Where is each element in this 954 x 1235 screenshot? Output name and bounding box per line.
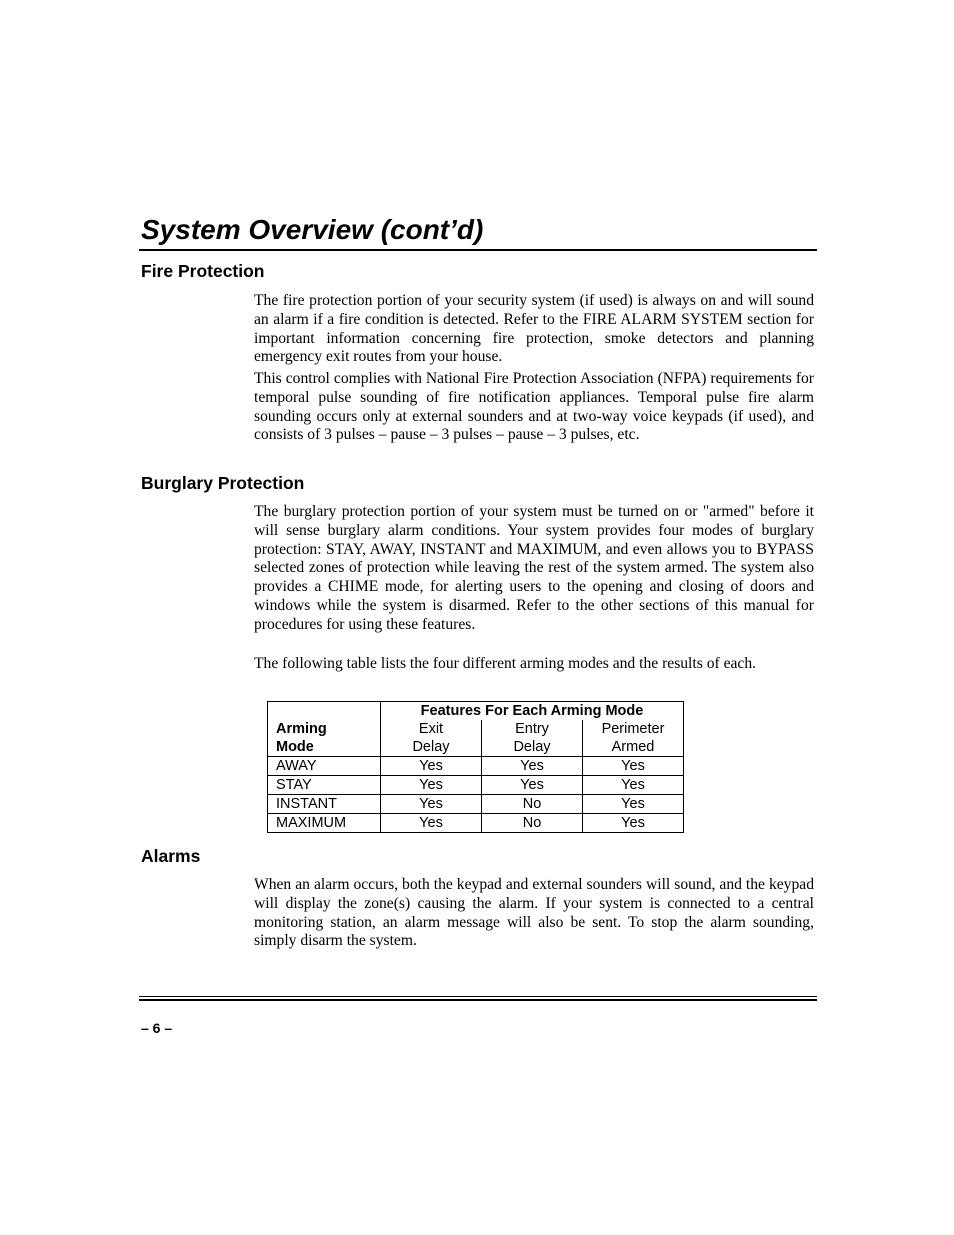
burglary-protection-paragraph-2: The following table lists the four different arming modes and the results of each. (254, 655, 757, 672)
page-title: System Overview (cont’d) (141, 214, 484, 245)
mode-header-spacer (268, 702, 381, 721)
table-cell: Yes (381, 814, 482, 833)
column-header-line1: Perimeter (583, 720, 684, 738)
arming-modes-table (267, 701, 684, 833)
table-cell-mode: STAY (268, 776, 381, 795)
footer-rule (139, 996, 817, 997)
table-cell: Yes (583, 757, 684, 776)
table-row (268, 795, 684, 814)
footer-rule (139, 999, 817, 1001)
table-row (268, 757, 684, 776)
mode-header-line2: Mode (268, 738, 381, 757)
table-cell: Yes (482, 757, 583, 776)
column-header-line2: Armed (583, 738, 684, 757)
table-cell: Yes (381, 795, 482, 814)
title-rule (139, 249, 817, 251)
burglary-protection-paragraph-1: The burglary protection portion of your system must be turned on or "armed" before it will sense burglary alarm conditions. Your system provides four modes of burglary protection: STAY, AWAY, INSTANT and MAXIMUM, and even allows you to BYPASS selected zones of protection while leaving the rest of the system armed. The system also provides a CHIME mode, for alerting users to the opening and closing of doors and windows while the system is disarmed. Refer to the other sections of this manual for procedures for using these features. (254, 503, 814, 633)
table-cell-mode: INSTANT (268, 795, 381, 814)
table-cell: Yes (381, 757, 482, 776)
mode-header-line1: Arming (268, 720, 381, 738)
table-group-header: Features For Each Arming Mode (381, 702, 684, 721)
column-header-line1: Entry (482, 720, 583, 738)
table-header-row (268, 720, 684, 738)
alarms-heading: Alarms (141, 846, 201, 866)
column-header-line1: Exit (381, 720, 482, 738)
burglary-protection-heading: Burglary Protection (141, 473, 305, 493)
table-cell: No (482, 795, 583, 814)
alarms-paragraph-1: When an alarm occurs, both the keypad and external sounders will sound, and the keypad will display the zone(s) causing the alarm. If your system is connected to a central monitoring station, an alarm message will also be sent. To stop the alarm sounding, simply disarm the system. (254, 876, 814, 950)
fire-protection-paragraph-2: This control complies with National Fire Protection Association (NFPA) requirements for temporal pulse sounding of fire notification appliances. Temporal pulse fire alarm sounding occurs only at external sounders and at two-way voice keypads (if used), and consists of 3 pulses – pause – 3 pulses – pause – 3 pulses, etc. (254, 370, 814, 444)
table-row (268, 814, 684, 833)
table-cell: No (482, 814, 583, 833)
table-header-row (268, 702, 684, 721)
fire-protection-heading: Fire Protection (141, 261, 265, 281)
table-cell: Yes (583, 795, 684, 814)
table-cell: Yes (381, 776, 482, 795)
table-cell: Yes (482, 776, 583, 795)
page-number: – 6 – (141, 1020, 173, 1036)
table-cell-mode: AWAY (268, 757, 381, 776)
column-header-line2: Delay (381, 738, 482, 757)
column-header-line2: Delay (482, 738, 583, 757)
table-row (268, 776, 684, 795)
table-header-row (268, 738, 684, 757)
fire-protection-paragraph-1: The fire protection portion of your security system (if used) is always on and will sound an alarm if a fire condition is detected. Refer to the FIRE ALARM SYSTEM section for important information concerning fire protection, smoke detectors and planning emergency exit routes from your house. (254, 292, 814, 366)
table-cell: Yes (583, 776, 684, 795)
table-cell: Yes (583, 814, 684, 833)
table-cell-mode: MAXIMUM (268, 814, 381, 833)
